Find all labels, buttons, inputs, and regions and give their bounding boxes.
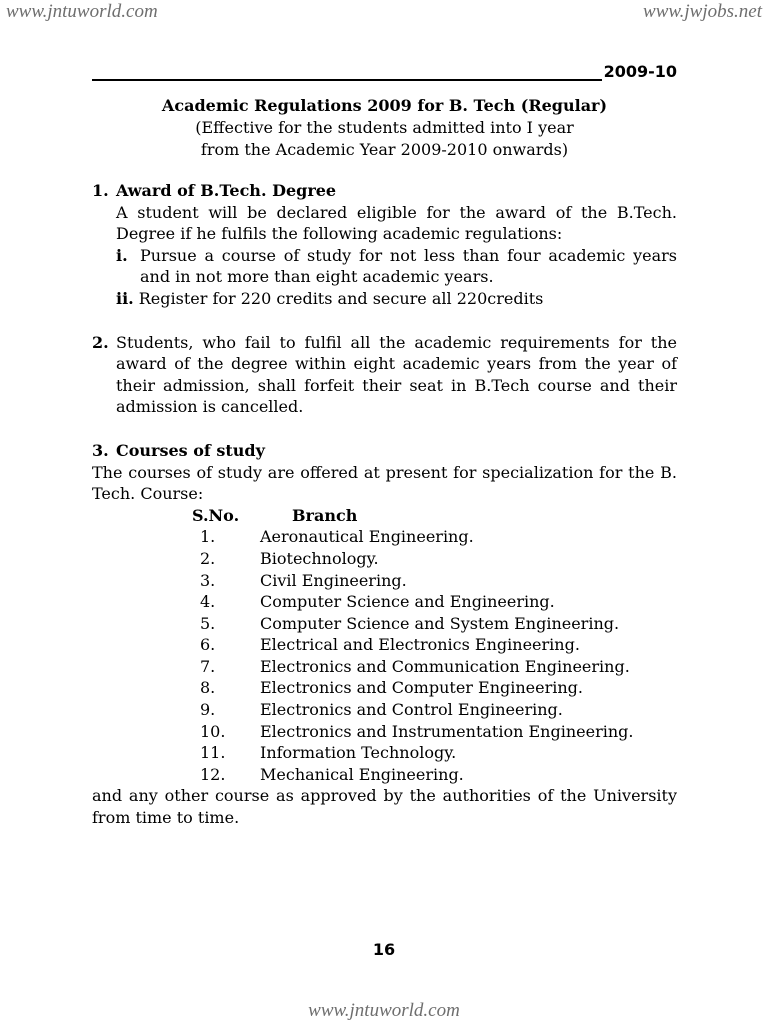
branch-sno: 7.	[200, 656, 216, 676]
branch-sno: 5.	[200, 613, 216, 633]
branch-sno: 9.	[200, 700, 216, 720]
branch-sno: 6.	[200, 635, 216, 655]
branch-sno: 4.	[200, 592, 216, 612]
title-line-2: (Effective for the students admitted into I year	[195, 118, 574, 137]
branch-name: Computer Science and Engineering.	[260, 592, 555, 612]
year-header	[92, 62, 677, 81]
col-branch-header: Branch	[292, 505, 358, 525]
section-1-title: Award of B.Tech. Degree	[116, 181, 337, 200]
branch-sno: 10.	[200, 721, 226, 741]
item-marker: i.	[116, 245, 128, 265]
branch-name: Biotechnology.	[260, 548, 379, 568]
document-body	[92, 180, 677, 829]
watermark-top-left: www.jntuworld.com	[6, 1, 158, 22]
section-1-intro: A student will be declared eligible for the award of the B.Tech. Degree if he fulfils the following academic regulations:	[116, 202, 677, 244]
title-line-1: Academic Regulations 2009 for B. Tech (Regular)	[161, 96, 608, 115]
branch-name: Electronics and Communication Engineering.	[260, 656, 630, 676]
branch-table-header	[92, 505, 677, 527]
watermark-bottom: www.jntuworld.com	[308, 1000, 460, 1021]
branch-sno: 12.	[200, 764, 226, 784]
section-1-item	[116, 288, 677, 310]
branch-row	[92, 656, 677, 678]
branch-row	[92, 742, 677, 764]
branch-row	[92, 591, 677, 613]
branch-name: Electronics and Control Engineering.	[260, 700, 563, 720]
branch-sno: 3.	[200, 570, 216, 590]
section-3-heading	[92, 440, 677, 462]
section-2-text: Students, who fail to fulfil all the academic requirements for the award of the degree within eight academic years from the year of their admission, shall forfeit their seat in B.Tech course and their admission is cancelled.	[116, 332, 677, 417]
branch-row	[92, 634, 677, 656]
header-year: 2009-10	[603, 62, 677, 81]
section-1-items	[92, 245, 677, 310]
section-1	[92, 180, 677, 310]
branch-rows	[92, 526, 677, 785]
branch-row	[92, 548, 677, 570]
item-text: Pursue a course of study for not less than four academic years and in not more than eight academic years.	[140, 245, 677, 287]
section-3-intro: The courses of study are offered at present for specialization for the B. Tech. Course:	[92, 462, 677, 504]
section-1-heading	[92, 180, 677, 202]
section-3-number: 3.	[92, 440, 109, 460]
item-marker: ii.	[116, 288, 134, 308]
watermark-top-right: www.jwjobs.net	[643, 1, 762, 22]
branch-name: Electrical and Electronics Engineering.	[260, 635, 580, 655]
branch-row	[92, 677, 677, 699]
section-3-closing: and any other course as approved by the authorities of the University from time to time.	[92, 786, 677, 828]
branch-row	[92, 570, 677, 592]
section-3	[92, 440, 677, 829]
branch-sno: 2.	[200, 548, 216, 568]
section-1-number: 1.	[92, 181, 109, 200]
branch-row	[92, 721, 677, 743]
page-number: 16	[372, 940, 396, 959]
branch-name: Information Technology.	[260, 743, 457, 763]
col-sno-header: S.No.	[192, 505, 240, 525]
branch-name: Mechanical Engineering.	[260, 764, 464, 784]
section-2-number: 2.	[92, 332, 109, 352]
branch-name: Computer Science and System Engineering.	[260, 613, 620, 633]
branch-name: Aeronautical Engineering.	[260, 527, 474, 547]
title-line-3: from the Academic Year 2009-2010 onwards)	[200, 140, 569, 159]
branch-row	[92, 613, 677, 635]
branch-row	[92, 526, 677, 548]
item-text: Register for 220 credits and secure all 220credits	[138, 288, 544, 308]
branch-sno: 1.	[200, 527, 216, 547]
branch-sno: 11.	[200, 743, 226, 763]
header-rule	[92, 64, 602, 81]
branch-row	[92, 764, 677, 786]
branch-row	[92, 699, 677, 721]
branch-name: Electronics and Instrumentation Engineering.	[260, 721, 634, 741]
branch-table	[92, 505, 677, 786]
section-1-item	[116, 245, 677, 288]
branch-name: Civil Engineering.	[260, 570, 407, 590]
section-3-title: Courses of study	[116, 440, 265, 460]
section-2	[92, 332, 677, 418]
document-title	[92, 95, 677, 161]
branch-sno: 8.	[200, 678, 216, 698]
branch-name: Electronics and Computer Engineering.	[260, 678, 583, 698]
